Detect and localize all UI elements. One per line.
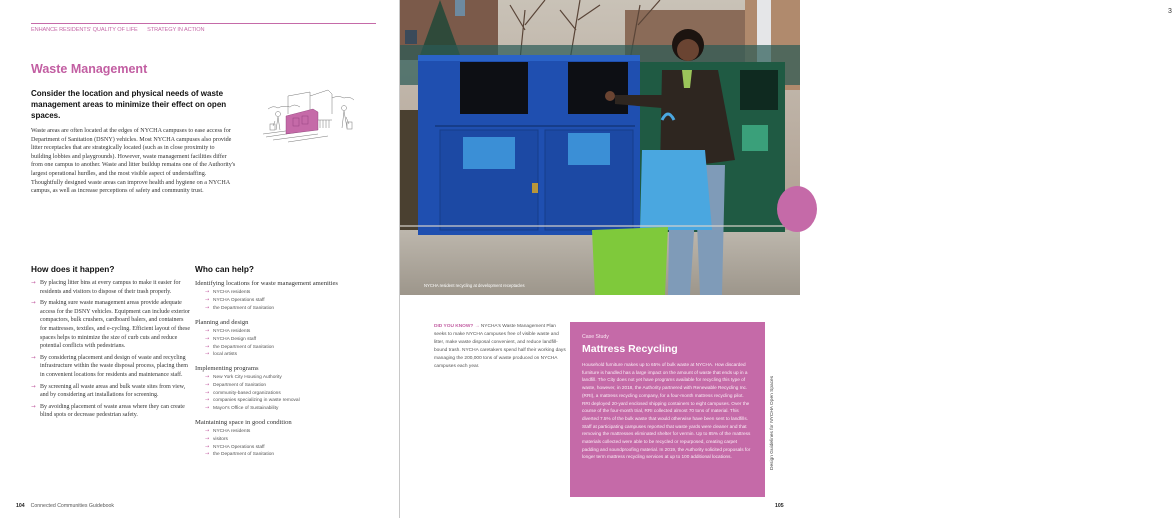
- lead-statement: Consider the location and physical needs of waste management areas to minimize their effect on open spaces.: [31, 89, 227, 120]
- arrow-right-icon: →: [474, 324, 480, 329]
- help-category: Identifying locations for waste management amenities: [195, 280, 339, 287]
- arrow-right-icon: →: [205, 328, 210, 334]
- help-item: → Mayor's Office of Sustainability: [205, 405, 279, 412]
- help-item: → NYCHA residents: [205, 428, 251, 434]
- arrow-right-icon: →: [205, 343, 210, 350]
- case-study-box: [570, 322, 765, 497]
- intro-paragraph: Waste areas are often located at the edges of NYCHA campuses to ease access for Department of Sanitation (DSNY) vehicles. Most NYCHA campuses also provide litter receptacles that are strategically located (such as in close proximity to building lobbies and playgrounds). However, waste management facilities differ from one campus to another. Waste and litter buildup remains one of the Authority's largest operational hurdles, and the most visible aspect of understaffing. Thoughtfully designed waste areas can improve health and hygiene on a NYCHA campus, as well as increase perceptions of safety and community trust.: [31, 128, 236, 195]
- did-you-know-callout: [434, 323, 569, 371]
- who-heading: Who can help?: [195, 264, 254, 274]
- how-list-item: → By placing litter bins at every campus to make it easier for residents and visitors to dispose of their trash properly.: [31, 280, 181, 295]
- help-item: → NYCHA Operations staff: [205, 296, 265, 303]
- arrow-right-icon: →: [205, 296, 210, 303]
- arrow-right-icon: →: [205, 405, 210, 412]
- help-group-implementing: [195, 364, 375, 413]
- running-head-section: ENHANCE RESIDENTS' QUALITY OF LIFE: [31, 27, 138, 33]
- decorative-pink-circle: [777, 186, 817, 232]
- arrow-right-icon: →: [205, 389, 210, 396]
- help-group-planning: [195, 318, 375, 359]
- arrow-right-icon: →: [205, 435, 210, 442]
- running-head-subsection: STRATEGY IN ACTION: [147, 27, 205, 33]
- help-item: → NYCHA residents: [205, 289, 251, 295]
- corner-number: 3: [1168, 8, 1172, 15]
- did-you-know-label: DID YOU KNOW?: [434, 324, 474, 329]
- waste-area-illustration: [258, 84, 358, 146]
- book-title: Connected Communities Guidebook: [30, 503, 114, 509]
- arrow-right-icon: →: [205, 289, 210, 295]
- help-item: → NYCHA residents: [205, 328, 251, 334]
- top-rule: [31, 23, 376, 24]
- help-item: → NYCHA Design staff: [205, 335, 257, 342]
- case-study-body: Household furniture makes up to 65% of bulk waste at NYCHA. How discarded furniture is handled has a large impact on the amount of waste that ends up in a landfill. The City does not yet have programs available for recycling this type of waste, however, in 2018, the Authority partnered with Renewable Recycling Inc. (RRI), a mattress recycling company, for a four-month mattress recycling pilot. RRI deployed 20-yard enclosed shipping containers to eight campuses. Over the course of the four-month trial, RRI collected almost 70 tons of material. This diverted 7.5% of the bulk waste that would otherwise have been sent to landfills. Staff at participating campuses reported that waste yards were cleaner and that removing the mattresses eliminated shelter for vermin. Up to 85% of the mattress materials collected were able to be recycled or repurposed, creating carpet padding and soundproofing material. In 2019, the Authority solicited proposals for longer term mattress recycling services at up to 100 additional locations.: [582, 362, 751, 460]
- arrow-right-icon: →: [205, 443, 210, 450]
- arrow-right-icon: →: [31, 300, 36, 307]
- running-head: [31, 27, 213, 33]
- help-item: → the Department of Sanitation: [205, 451, 275, 458]
- arrow-right-icon: →: [31, 403, 36, 410]
- help-item: → companies specializing in waste removal: [205, 397, 300, 404]
- help-group-maintaining: [195, 418, 375, 459]
- arrow-right-icon: →: [205, 397, 210, 404]
- side-running-title: Design Guidelines for NYCHA Open Spaces: [770, 375, 775, 470]
- arrow-right-icon: →: [31, 280, 36, 286]
- help-category: Implementing programs: [195, 365, 259, 372]
- case-study-kicker: Case Study: [582, 334, 609, 340]
- right-page: [400, 0, 1172, 518]
- how-heading: How does it happen?: [31, 264, 115, 274]
- help-item: → the Department of Sanitation: [205, 343, 275, 350]
- photo-caption: NYCHA resident recycling at development receptacles: [424, 283, 525, 288]
- arrow-right-icon: →: [205, 351, 210, 358]
- how-list-item: → By considering placement and design of waste and recycling infrastructure within the waste disposal process, placing them in convenient locations for residents and maintenance staff.: [31, 354, 188, 378]
- help-group-identifying: [195, 279, 375, 312]
- help-item: → community-based organizations: [205, 389, 281, 396]
- help-category: Planning and design: [195, 319, 249, 326]
- case-study-title: Mattress Recycling: [582, 343, 678, 355]
- help-category: Maintaining space in good condition: [195, 419, 292, 426]
- did-you-know-text: NYCHA's Waste Management Plan seeks to make NYCHA campuses free of visible waste and litter, make waste disposal convenient, and reduce landfill-bound trash. NYCHA caretakers spend half their working days managing the 200,000 tons of waste produced on NYCHA campuses each year.: [434, 324, 566, 369]
- right-folio-number: 105: [775, 503, 784, 509]
- how-list-item: → By screening all waste areas and bulk waste sites from view, and by considering art installations for screening.: [31, 383, 186, 399]
- recycling-photo: [400, 0, 800, 295]
- arrow-right-icon: →: [205, 428, 210, 434]
- section-title: Waste Management: [31, 62, 148, 76]
- arrow-right-icon: →: [205, 335, 210, 342]
- how-list-item: → By avoiding placement of waste areas where they can create blind spots or decrease pedestrian safety.: [31, 403, 185, 419]
- page-number: 104: [16, 503, 25, 509]
- arrow-right-icon: →: [205, 304, 210, 311]
- help-item: → local artists: [205, 351, 237, 358]
- how-list-item: → By making sure waste management areas provide adequate access for the DSNY vehicles. Equipment can include exterior compactors, bulk crushers, cardboard balers, and containers for mattresses, textiles, and e-cycling. Efficient layout of these spaces helps to minimize the size of curb cuts and reduce potential conflicts with pedestrians.: [31, 300, 191, 350]
- help-item: → New York City Housing Authority: [205, 374, 282, 380]
- arrow-right-icon: →: [205, 451, 210, 458]
- arrow-right-icon: →: [205, 381, 210, 388]
- arrow-right-icon: →: [31, 383, 36, 390]
- help-item: → Department of Sanitation: [205, 381, 267, 388]
- help-item: → NYCHA Operations staff: [205, 443, 265, 450]
- left-folio: [16, 503, 114, 509]
- arrow-right-icon: →: [205, 374, 210, 380]
- arrow-right-icon: →: [31, 354, 36, 361]
- how-list: [31, 279, 191, 423]
- help-item: → visitors: [205, 435, 228, 442]
- left-page: [0, 0, 400, 518]
- help-item: → the Department of Sanitation: [205, 304, 275, 311]
